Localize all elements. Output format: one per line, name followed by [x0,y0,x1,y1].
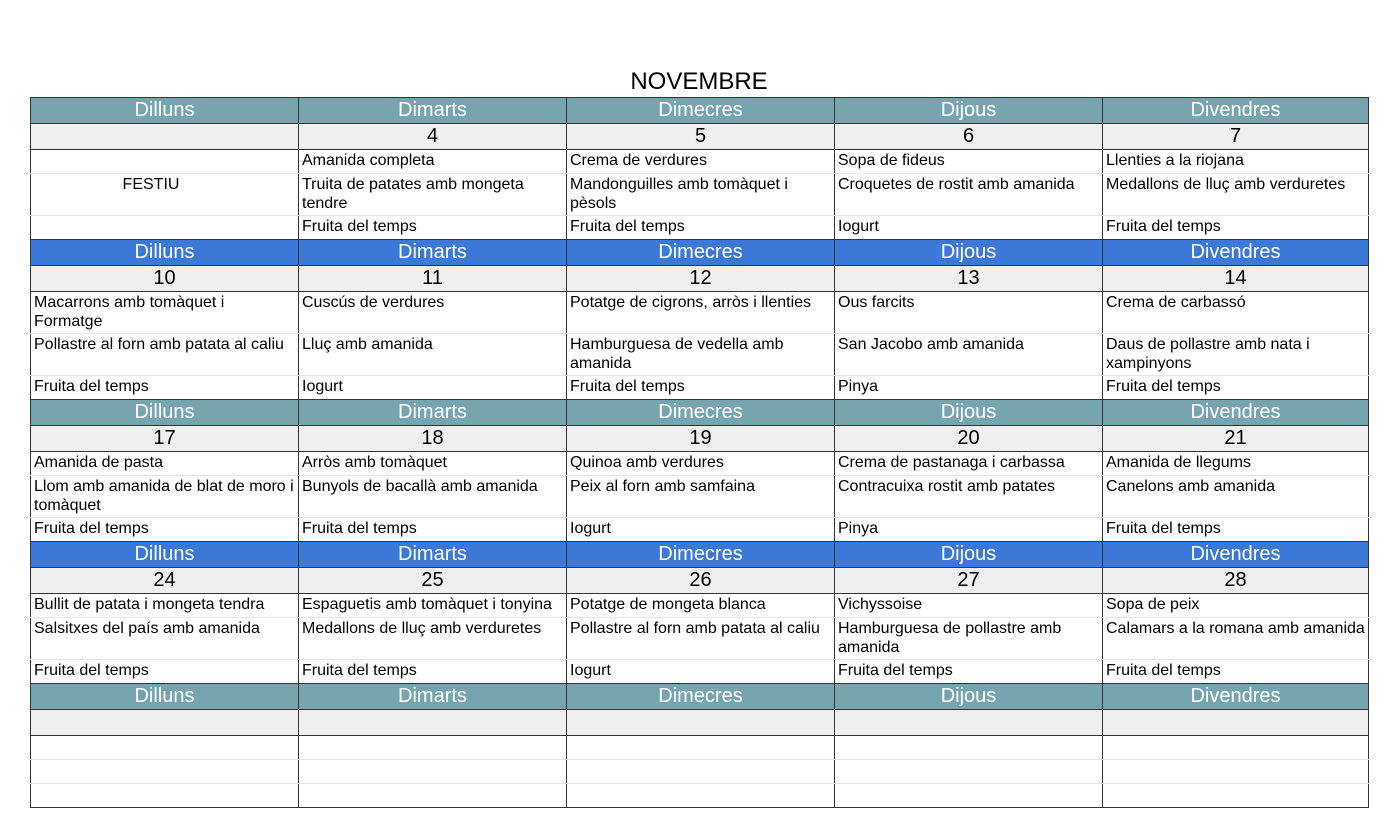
second-course-row [31,334,1369,376]
second-course-row [31,174,1369,216]
first-course-cell[interactable]: Sopa de peix [1103,594,1369,618]
dessert-cell[interactable]: Fruita del temps [299,518,567,542]
date-cell[interactable]: 13 [835,266,1103,292]
weekday-header: Dilluns [31,240,299,266]
dessert-cell[interactable]: Iogurt [567,660,835,684]
dessert-cell[interactable]: Fruita del temps [31,660,299,684]
dessert-cell[interactable]: Fruita del temps [1103,660,1369,684]
second-course-cell[interactable]: Salsitxes del país amb amanida [31,618,299,660]
dessert-cell[interactable]: Fruita del temps [31,518,299,542]
first-course-cell[interactable]: Macarrons amb tomàquet i Formatge [31,292,299,334]
weekday-header: Dimarts [299,240,567,266]
first-course-row [31,594,1369,618]
date-cell[interactable] [835,710,1103,736]
weekday-header: Dijous [835,98,1103,124]
weekday-header-row [31,684,1369,710]
date-cell[interactable]: 4 [299,124,567,150]
weekday-header: Dimecres [567,98,835,124]
dessert-cell[interactable]: Fruita del temps [299,216,567,240]
dessert-row [31,376,1369,400]
weekday-header: Dilluns [31,400,299,426]
first-course-cell[interactable]: Arròs amb tomàquet [299,452,567,476]
page-title: NOVEMBRE [630,68,768,95]
weekday-header: Dijous [835,684,1103,710]
first-course-cell[interactable]: Amanida de llegums [1103,452,1369,476]
first-course-cell[interactable]: Quinoa amb verdures [567,452,835,476]
date-cell[interactable]: 20 [835,426,1103,452]
first-course-row [31,150,1369,174]
dessert-cell[interactable]: Fruita del temps [1103,376,1369,400]
date-cell[interactable] [31,710,299,736]
second-course-cell[interactable]: Croquetes de rostit amb amanida [835,174,1103,216]
weekday-header: Dimarts [299,684,567,710]
dessert-cell[interactable] [299,784,567,808]
weekday-header-row [31,400,1369,426]
first-course-cell[interactable] [31,736,299,760]
second-course-cell[interactable]: Bunyols de bacallà amb amanida [299,476,567,518]
first-course-cell[interactable]: Vichyssoise [835,594,1103,618]
first-course-cell[interactable] [299,736,567,760]
menu-calendar [30,97,1369,808]
weekday-header: Divendres [1103,400,1369,426]
date-row [31,568,1369,594]
weekday-header: Dimarts [299,542,567,568]
weekday-header: Dimarts [299,400,567,426]
second-course-cell[interactable]: Contracuixa rostit amb patates [835,476,1103,518]
second-course-cell[interactable]: Calamars a la romana amb amanida [1103,618,1369,660]
holiday-cell[interactable]: FESTIU [31,174,299,216]
second-course-cell[interactable]: Hamburguesa de pollastre amb amanida [835,618,1103,660]
weekday-header-row [31,542,1369,568]
first-course-cell[interactable]: Ous farcits [835,292,1103,334]
second-course-cell[interactable]: Mandonguilles amb tomàquet i pèsols [567,174,835,216]
dessert-row [31,216,1369,240]
dessert-cell[interactable] [31,784,299,808]
second-course-cell[interactable]: Lluç amb amanida [299,334,567,376]
weekday-header: Dijous [835,400,1103,426]
dessert-cell[interactable]: Fruita del temps [567,216,835,240]
dessert-cell[interactable]: Fruita del temps [567,376,835,400]
first-course-cell[interactable]: Sopa de fideus [835,150,1103,174]
dessert-cell[interactable]: Fruita del temps [1103,518,1369,542]
dessert-row [31,784,1369,808]
second-course-cell[interactable] [567,760,835,784]
second-course-cell[interactable]: Hamburguesa de vedella amb amanida [567,334,835,376]
date-cell[interactable]: 25 [299,568,567,594]
dessert-cell[interactable]: Iogurt [835,216,1103,240]
date-cell[interactable]: 6 [835,124,1103,150]
second-course-cell[interactable] [1103,760,1369,784]
date-cell[interactable]: 7 [1103,124,1369,150]
dessert-cell[interactable]: Pinya [835,376,1103,400]
second-course-cell[interactable]: Daus de pollastre amb nata i xampinyons [1103,334,1369,376]
second-course-cell[interactable]: Medallons de lluç amb verduretes [299,618,567,660]
weekday-header: Dimecres [567,400,835,426]
second-course-cell[interactable] [299,760,567,784]
weekday-header: Divendres [1103,684,1369,710]
second-course-row [31,476,1369,518]
date-cell[interactable]: 24 [31,568,299,594]
first-course-cell[interactable] [835,736,1103,760]
first-course-cell[interactable]: Espaguetis amb tomàquet i tonyina [299,594,567,618]
first-course-row [31,292,1369,334]
second-course-cell[interactable] [31,760,299,784]
weekday-header: Divendres [1103,98,1369,124]
weekday-header: Divendres [1103,542,1369,568]
second-course-cell[interactable]: Truita de patates amb mongeta tendre [299,174,567,216]
dessert-cell[interactable] [1103,784,1369,808]
first-course-cell[interactable] [567,736,835,760]
first-course-row [31,736,1369,760]
second-course-row [31,618,1369,660]
dessert-cell[interactable]: Iogurt [567,518,835,542]
weekday-header: Dimarts [299,98,567,124]
dessert-cell[interactable]: Pinya [835,518,1103,542]
dessert-cell[interactable]: Fruita del temps [835,660,1103,684]
second-course-cell[interactable]: Pollastre al forn amb patata al caliu [567,618,835,660]
weekday-header: Dijous [835,240,1103,266]
weekday-header: Dilluns [31,542,299,568]
dessert-cell[interactable] [31,216,299,240]
weekday-header: Dimecres [567,684,835,710]
weekday-header: Dilluns [31,684,299,710]
second-course-cell[interactable]: Pollastre al forn amb patata al caliu [31,334,299,376]
first-course-cell[interactable]: Crema de pastanaga i carbassa [835,452,1103,476]
date-cell[interactable] [31,124,299,150]
date-cell[interactable]: 27 [835,568,1103,594]
date-cell[interactable]: 17 [31,426,299,452]
date-cell[interactable]: 28 [1103,568,1369,594]
second-course-cell[interactable]: Canelons amb amanida [1103,476,1369,518]
first-course-cell[interactable]: Crema de carbassó [1103,292,1369,334]
second-course-row [31,760,1369,784]
first-course-cell[interactable]: Potatge de mongeta blanca [567,594,835,618]
date-cell[interactable]: 12 [567,266,835,292]
second-course-cell[interactable]: Llom amb amanida de blat de moro i tomàquet [31,476,299,518]
second-course-cell[interactable] [835,760,1103,784]
date-cell[interactable]: 18 [299,426,567,452]
date-cell[interactable] [567,710,835,736]
weekday-header-row [31,98,1369,124]
first-course-cell[interactable] [31,150,299,174]
date-cell[interactable]: 21 [1103,426,1369,452]
first-course-cell[interactable]: Cuscús de verdures [299,292,567,334]
weekday-header: Dijous [835,542,1103,568]
dessert-row [31,518,1369,542]
first-course-cell[interactable]: Crema de verdures [567,150,835,174]
weekday-header: Dilluns [31,98,299,124]
first-course-cell[interactable]: Amanida completa [299,150,567,174]
dessert-cell[interactable]: Fruita del temps [31,376,299,400]
first-course-cell[interactable]: Potatge de cigrons, arròs i llenties [567,292,835,334]
date-row [31,266,1369,292]
second-course-cell[interactable]: Peix al forn amb samfaina [567,476,835,518]
dessert-cell[interactable]: Fruita del temps [1103,216,1369,240]
date-cell[interactable]: 14 [1103,266,1369,292]
first-course-row [31,452,1369,476]
weekday-header: Divendres [1103,240,1369,266]
first-course-cell[interactable]: Amanida de pasta [31,452,299,476]
weekday-header-row [31,240,1369,266]
first-course-cell[interactable] [1103,736,1369,760]
date-cell[interactable] [1103,710,1369,736]
date-cell[interactable]: 11 [299,266,567,292]
dessert-cell[interactable]: Iogurt [299,376,567,400]
dessert-row [31,660,1369,684]
date-cell[interactable]: 10 [31,266,299,292]
weekday-header: Dimecres [567,542,835,568]
date-cell[interactable]: 5 [567,124,835,150]
date-row [31,710,1369,736]
first-course-cell[interactable]: Bullit de patata i mongeta tendra [31,594,299,618]
second-course-cell[interactable]: San Jacobo amb amanida [835,334,1103,376]
dessert-cell[interactable]: Fruita del temps [299,660,567,684]
date-cell[interactable] [299,710,567,736]
dessert-cell[interactable] [835,784,1103,808]
date-row [31,426,1369,452]
date-cell[interactable]: 19 [567,426,835,452]
date-row [31,124,1369,150]
date-cell[interactable]: 26 [567,568,835,594]
weekday-header: Dimecres [567,240,835,266]
dessert-cell[interactable] [567,784,835,808]
second-course-cell[interactable]: Medallons de lluç amb verduretes [1103,174,1369,216]
first-course-cell[interactable]: Llenties a la riojana [1103,150,1369,174]
